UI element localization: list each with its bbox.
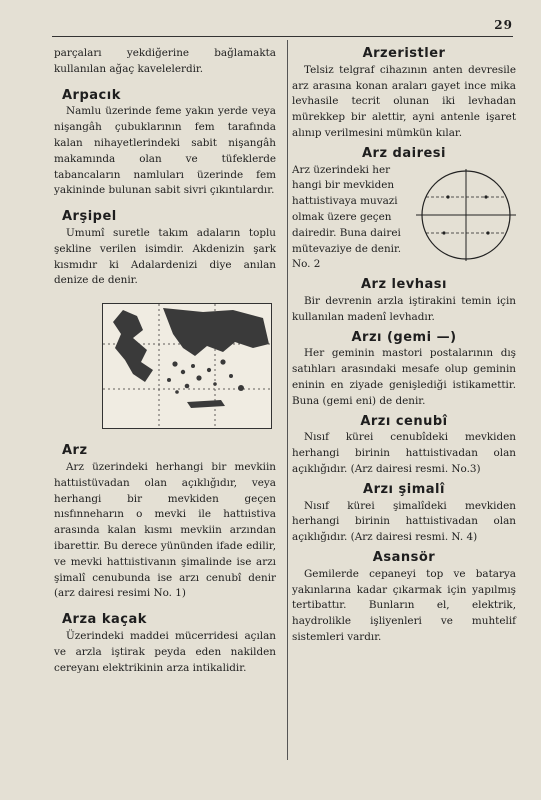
entry-title-arzeristler: Arzeristler <box>362 46 446 61</box>
entry-body-arzi-cenubi: Nısıf kürei cenubîdeki mevkiden herhangi birinin hattıistivadan olan açıklığıdır. (Arz dairesi resmi. No.3) <box>292 431 516 475</box>
entry-title-arsipel: Arşipel <box>62 209 117 225</box>
entry-title-arz-dairesi: Arz dairesi <box>361 145 447 161</box>
entry-body-asansor: Gemilerde cepaneyi top ve batarya yakınlarına kadar çıkarmak için yapılmış tertibattır. Bunların el, elektrik, haydrolikle işliyenleri ve muhtelif sistemleri vardır. <box>292 567 516 643</box>
arz-dairesi-block <box>292 163 516 274</box>
left-column <box>54 46 276 676</box>
entry-title-arzi-cenubi: Arzı cenubî <box>360 413 448 429</box>
entry-body-arpacik: Namlu üzerinde feme yakın yerde veya nişangâh çubuklarının fem tarafında kalan nihayetlerindeki sabit nişangâh makamında olan ve tüfeklerde tabancaların namluları üzerinde fem yakininde bulunan sabit sivri çıkıntılardır. <box>54 105 276 197</box>
entry-body-arz-levhasi: Bir devrenin arzla iştirakini temin için kullanılan madenî levhadır. <box>292 294 516 323</box>
entry-title-arz-levhasi: Arz levhası <box>360 277 448 293</box>
entry-body-arz-dairesi: Arz üzerindeki her hangi bir mevkiden hattıistivaya muvazi olmak üzere geçen dairedir. Buna dairei mütevaziye de denir. No. 2 <box>292 163 402 271</box>
entry-title-asansor: Asansör <box>372 549 436 565</box>
intro-text: parçaları yekdiğerine bağlamakta kullanılan ağaç kavelelerdir. <box>54 47 276 75</box>
column-divider <box>287 40 288 760</box>
page-number: 29 <box>494 18 513 32</box>
entry-title-arz: Arz <box>62 443 88 459</box>
entry-body-arzi-simali: Nısıf kürei şimalîdeki mevkiden herhangi birinin hattıistivadan olan açıklığıdır. (Arz dairesi resmi. N. 4) <box>292 499 516 544</box>
latitude-circle-figure <box>416 165 516 265</box>
entry-title-arpacik: Arpacık <box>62 87 121 103</box>
entry-body-arza-kacak: Üzerindeki maddei mücerridesi açılan ve arzla iştirak peyda eden nakilden cereyanı elektrikinin arza intikalidir. <box>54 629 276 674</box>
entry-body-arz: Arz üzerindeki herhangi bir mevkiin hattıistüvadan olan açıklığıdır, veya herhangi bir mevkiden geçen nısfınneharın o mevki ile hattıistiva arasında kalan kısmı mevkiin arzından ibarettir. Bu derece yününden ifade edilir, ve mevki hattıistivanın şimalinde ise arzı şimalî cenubunda ise arzı cenubî denir (arz dairesi resimi No. 1) <box>54 460 276 600</box>
entry-title-arza-kacak: Arza kaçak <box>62 612 147 628</box>
entry-body-arzeristler: Telsiz telgraf cihazının anten devresile arz arasına konan araları gayet ince mika levhasile tecrit olunan iki levhadan mürekkep bir alettir, ayni antenle işaret alınıp verilmesini mümkün kılar. <box>292 63 516 139</box>
entry-body-arzi-gemi: Her geminin mastori postalarının dış satıhları arasındaki mesafe olup geminin eninin en ziyade genişlediği istikamettir. Buna (gemi eni) de denir. <box>292 347 516 407</box>
archipelago-map-figure <box>102 303 272 429</box>
entry-title-arzi-simali: Arzı şimalî <box>363 481 445 497</box>
header-rule <box>52 36 513 37</box>
entry-body-arsipel: Umumî suretle takım adaların toplu şekline verilen isimdir. Akdenizin şark kısmıdır ki Adalardenizi diye anılan denize de denir. <box>54 226 276 287</box>
entry-title-arzi-gemi: Arzı (gemi —) <box>351 329 457 345</box>
right-column <box>292 46 516 646</box>
